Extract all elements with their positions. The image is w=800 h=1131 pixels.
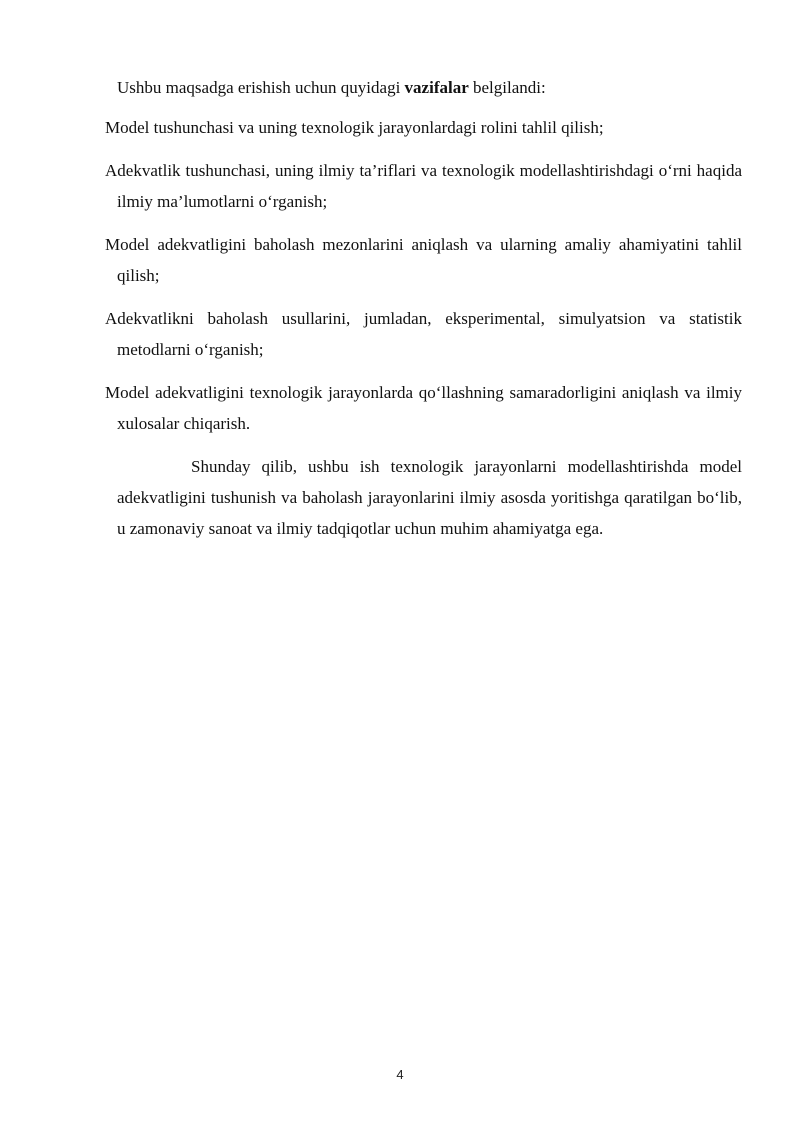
intro-text-start: Ushbu maqsadga erishish uchun quyidagi: [117, 78, 405, 97]
task-item-2: Adekvatlik tushunchasi, uning ilmiy ta’riflari va texnologik modellashtirishdagi o‘rni haqida ilmiy ma’lumotlarni o‘rganish;: [105, 161, 742, 211]
intro-bold-word: vazifalar: [404, 78, 469, 97]
task-item-3: Model adekvatligini baholash mezonlarini aniqlash va ularning amaliy ahamiyatini tahlil qilish;: [105, 235, 742, 285]
page-number: 4: [396, 1067, 404, 1082]
intro-paragraph: [105, 72, 742, 103]
task-item-4: Adekvatlikni baholash usullarini, jumladan, eksperimental, simulyatsion va statistik metodlarni o‘rganish;: [105, 309, 742, 359]
conclusion-paragraph: Shunday qilib, ushbu ish texnologik jarayonlarni modellashtirishda model adekvatligini tushunish va baholash jarayonlarini ilmiy asosda yoritishga qaratilgan bo‘lib, u zamonaviy sanoat va ilmiy tadqiqotlar uchun muhim ahamiyatga ega.: [117, 457, 742, 538]
task-item-1: Model tushunchasi va uning texnologik jarayonlardagi rolini tahlil qilish;: [105, 118, 604, 137]
intro-text-end: belgilandi:: [468, 78, 546, 97]
task-item-5: Model adekvatligini texnologik jarayonlarda qo‘llashning samaradorligini aniqlash va ilmiy xulosalar chiqarish.: [105, 383, 742, 433]
page-body: [105, 72, 742, 544]
